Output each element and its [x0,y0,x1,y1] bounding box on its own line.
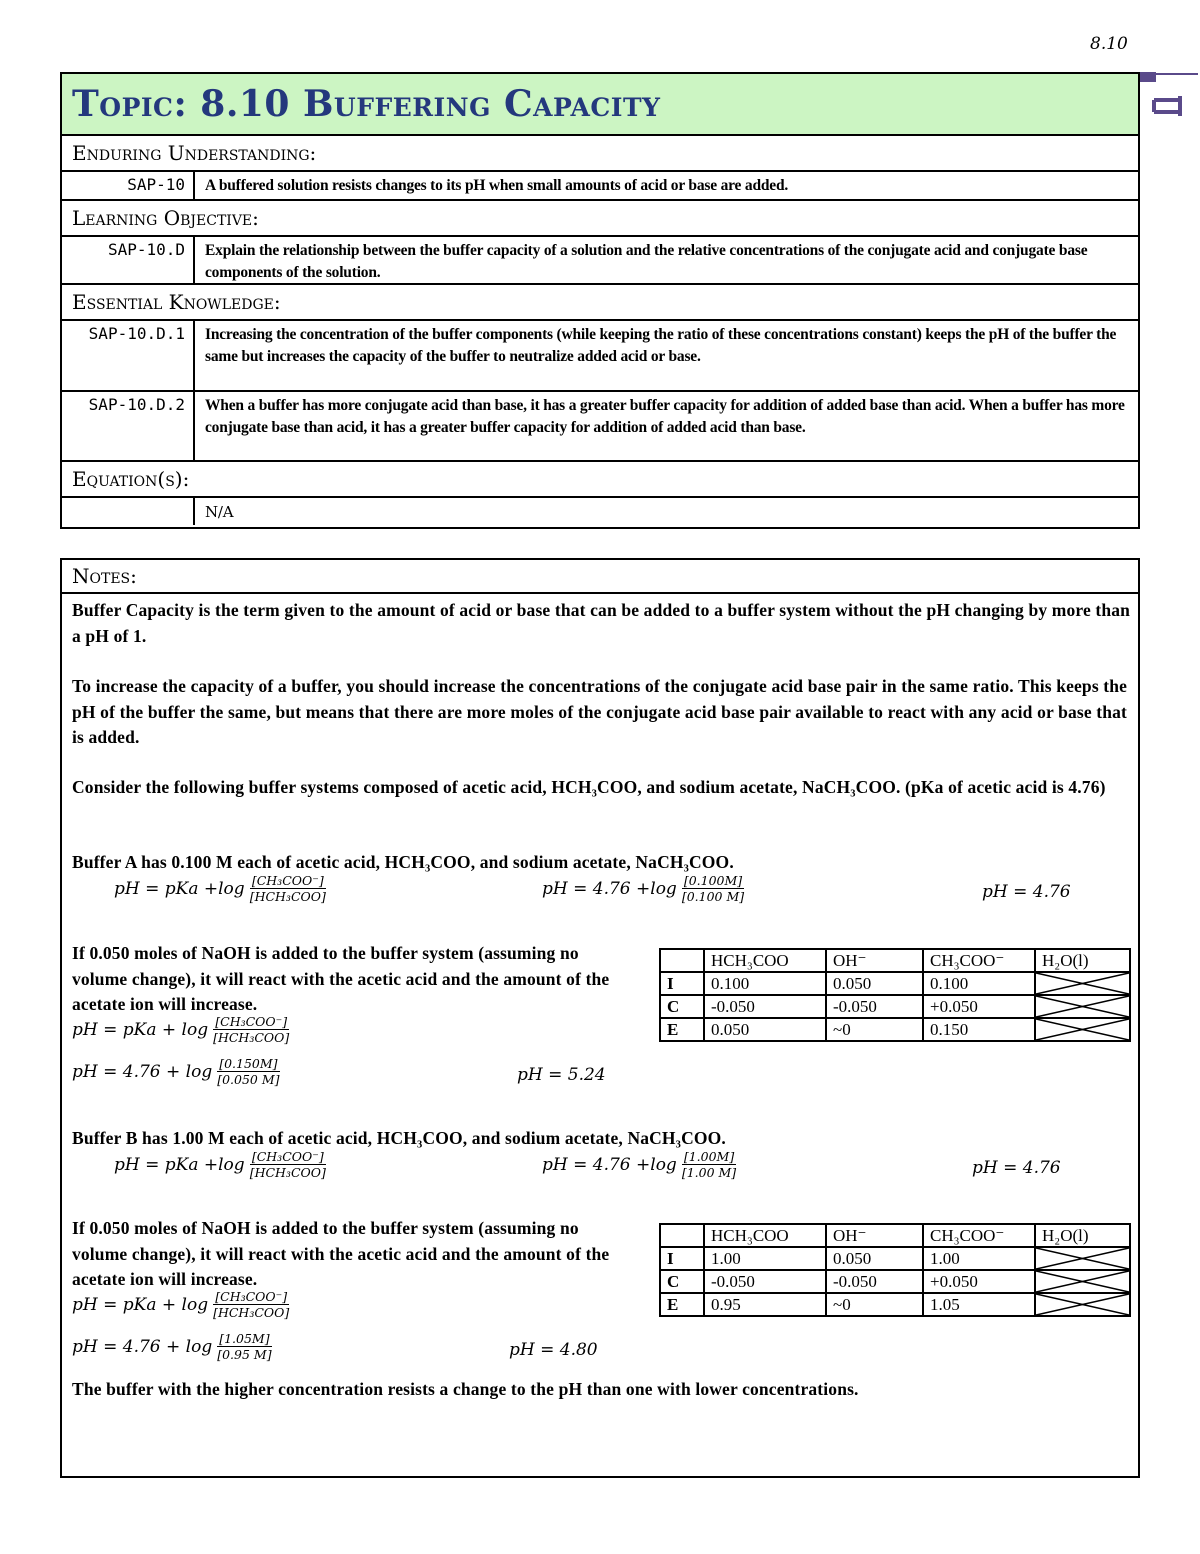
ice-cell: +0.050 [923,1270,1035,1293]
eq-label: pH = 4.76 + log [72,1061,213,1082]
notes-paragraph-3: Consider the following buffer systems composed of acetic acid, HCH₃COO, and sodium acetate, NaCH₃COO. (pKa of acetic acid is 4.76) [72,777,1106,797]
eq-denominator: [1.00 M] [681,1165,737,1180]
ice-cell: 0.100 [704,972,826,995]
ice-table-buffer-a [659,948,1131,1042]
essential-text-2: When a buffer has more conjugate acid than base, it has a greater buffer capacity for addition of added base than acid. When a buffer has more conjugate base than acid, it has a greater buffer capacity for addition of added acid than base. [205,397,1125,436]
ice-row-label: E [660,1293,704,1316]
ice-row-label: E [660,1018,704,1041]
ice-header-cell [660,949,704,972]
eq-label: pH = 4.76 +log [542,878,677,899]
equations-code [62,498,195,525]
buffer-b-after-calc [72,1331,274,1362]
eq-fraction [248,1149,328,1180]
ice-header-cell: H₂O(l) [1035,949,1130,972]
notes-conclusion: The buffer with the higher concentration resists a change to the pH than one with lower concentrations. [72,1379,859,1399]
buffer-b-result: pH = 4.76 [972,1158,1061,1178]
buffer-b-equation-general [114,1149,328,1180]
ice-header-cell [660,1224,704,1247]
ice-row-label: I [660,972,704,995]
side-tab-marker [1140,72,1198,132]
essential-row-2 [62,392,1138,462]
eq-numerator: [CH₃COO⁻] [251,1149,324,1164]
ice-row [660,1270,1130,1293]
buffer-b-equation-calc [542,1149,738,1180]
enduring-code: SAP-10 [62,172,195,199]
buffer-a-equation-calc [542,873,746,904]
enduring-text: A buffered solution resists changes to its pH when small amounts of acid or base are added. [205,177,789,194]
eq-denominator: [HCH₃COO] [213,1305,290,1320]
ice-row [660,1293,1130,1316]
ice-header-cell: CH₃COO⁻ [923,949,1035,972]
eq-label: pH = pKa + log [72,1294,209,1315]
notes-heading: Notes: [62,560,1138,594]
buffer-b-naoh-text: If 0.050 moles of NaOH is added to the buffer system (assuming no volume change), it will react with the acetic acid and the amount of the acetate ion will increase. [72,1218,610,1289]
ice-row [660,995,1130,1018]
ice-cell: -0.050 [826,995,923,1018]
ice-cell: ~0 [826,1018,923,1041]
notes-body [62,594,1138,1474]
buffer-b-after-general [72,1289,291,1320]
eq-label: pH = 4.76 + log [72,1336,213,1357]
notes-paragraph-1: Buffer Capacity is the term given to the amount of acid or base that can be added to a buffer system without the pH changing by more than a pH of 1. [72,600,1131,646]
ice-header-cell: HCH₃COO [704,949,826,972]
ice-cell: 0.95 [704,1293,826,1316]
enduring-row [62,172,1138,201]
eq-numerator: [CH₃COO⁻] [215,1014,288,1029]
essential-code-1: SAP-10.D.1 [62,321,195,390]
eq-denominator: [HCH₃COO] [213,1030,290,1045]
ice-cell: 1.00 [704,1247,826,1270]
equations-row [62,498,1138,525]
crossed-out-cell [1035,995,1130,1018]
essential-text-1: Increasing the concentration of the buffer components (while keeping the ratio of these concentrations constant) keeps the pH of the buffer the same but increases the capacity of the buffer to neutralize added acid or base. [205,326,1117,365]
eq-numerator: [1.05M] [219,1331,270,1346]
ice-cell: -0.050 [704,995,826,1018]
eq-numerator: [CH₃COO⁻] [215,1289,288,1304]
ice-cell: +0.050 [923,995,1035,1018]
eq-denominator: [HCH₃COO] [249,889,326,904]
ice-header-cell: CH₃COO⁻ [923,1224,1035,1247]
ice-cell: 0.150 [923,1018,1035,1041]
eq-fraction [680,1149,738,1180]
eq-numerator: [0.100M] [683,873,743,888]
ice-cell: 0.050 [826,1247,923,1270]
topic-title: Topic: 8.10 Buffering Capacity [72,83,661,125]
essential-row-1 [62,321,1138,392]
eq-denominator: [0.050 M] [217,1072,280,1087]
crossed-out-cell [1035,1293,1130,1316]
ice-row [660,972,1130,995]
eq-label: pH = pKa +log [114,1154,245,1175]
eq-fraction [211,1289,291,1320]
eq-numerator: [1.00M] [683,1149,735,1164]
ice-cell: 0.050 [704,1018,826,1041]
ice-header-cell: HCH₃COO [704,1224,826,1247]
topic-header-box [60,72,1140,529]
crossed-out-cell [1035,972,1130,995]
objective-code: SAP-10.D [62,237,195,283]
eq-numerator: [0.150M] [219,1056,278,1071]
equations-heading: Equation(s): [62,462,1138,498]
ice-row [660,1018,1130,1041]
essential-code-2: SAP-10.D.2 [62,392,195,460]
ice-header-row [660,949,1130,972]
eq-fraction [248,873,328,904]
eq-fraction [680,873,746,904]
ice-row-label: C [660,995,704,1018]
eq-label: pH = pKa + log [72,1019,209,1040]
ice-cell: -0.050 [704,1270,826,1293]
crossed-out-cell [1035,1018,1130,1041]
learning-objective-heading: Learning Objective: [62,201,1138,237]
buffer-a-intro: Buffer A has 0.100 M each of acetic acid, HCH₃COO, and sodium acetate, NaCH₃COO. [72,852,734,872]
buffer-a-equation-general [114,873,328,904]
ice-header-cell: OH⁻ [826,1224,923,1247]
buffer-a-result: pH = 4.76 [982,882,1071,902]
crossed-out-cell [1035,1270,1130,1293]
eq-label: pH = pKa +log [114,878,245,899]
eq-numerator: [CH₃COO⁻] [251,873,324,888]
eq-fraction [215,1331,273,1362]
ice-cell: 1.00 [923,1247,1035,1270]
notes-box [60,558,1140,1478]
objective-text: Explain the relationship between the buffer capacity of a solution and the relative concentrations of the conjugate acid and conjugate base components of the solution. [205,242,1088,281]
ice-cell: ~0 [826,1293,923,1316]
page-number: 8.10 [1090,34,1128,54]
enduring-understanding-heading: Enduring Understanding: [62,136,1138,172]
buffer-b-intro: Buffer B has 1.00 M each of acetic acid, HCH₃COO, and sodium acetate, NaCH₃COO. [72,1128,726,1148]
objective-row [62,237,1138,285]
ice-cell: 0.100 [923,972,1035,995]
ice-row-label: C [660,1270,704,1293]
crossed-out-cell [1035,1247,1130,1270]
eq-fraction [215,1056,281,1087]
notes-paragraph-2: To increase the capacity of a buffer, you should increase the concentrations of the conjugate acid base pair in the same ratio. This keeps the pH of the buffer the same, but means that there are more moles of the conjugate acid base pair available to react with any acid or base that is added. [72,676,1128,747]
buffer-b-after-result: pH = 4.80 [509,1340,598,1360]
topic-title-bar [62,74,1138,136]
ice-header-cell: OH⁻ [826,949,923,972]
eq-label: pH = 4.76 +log [542,1154,677,1175]
ice-header-row [660,1224,1130,1247]
buffer-a-naoh-text: If 0.050 moles of NaOH is added to the buffer system (assuming no volume change), it will react with the acetic acid and the amount of the acetate ion will increase. [72,943,610,1014]
eq-denominator: [0.95 M] [217,1347,272,1362]
eq-fraction [211,1014,291,1045]
essential-knowledge-heading: Essential Knowledge: [62,285,1138,321]
ice-header-cell: H₂O(l) [1035,1224,1130,1247]
ice-row [660,1247,1130,1270]
ice-table-buffer-b [659,1223,1131,1317]
eq-denominator: [HCH₃COO] [249,1165,326,1180]
ice-cell: 0.050 [826,972,923,995]
eq-denominator: [0.100 M] [681,889,745,904]
equations-value: N/A [205,503,234,521]
buffer-a-after-result: pH = 5.24 [517,1065,606,1085]
ice-cell: 1.05 [923,1293,1035,1316]
ice-row-label: I [660,1247,704,1270]
buffer-a-after-general [72,1014,291,1045]
ice-cell: -0.050 [826,1270,923,1293]
buffer-a-after-calc [72,1056,282,1087]
